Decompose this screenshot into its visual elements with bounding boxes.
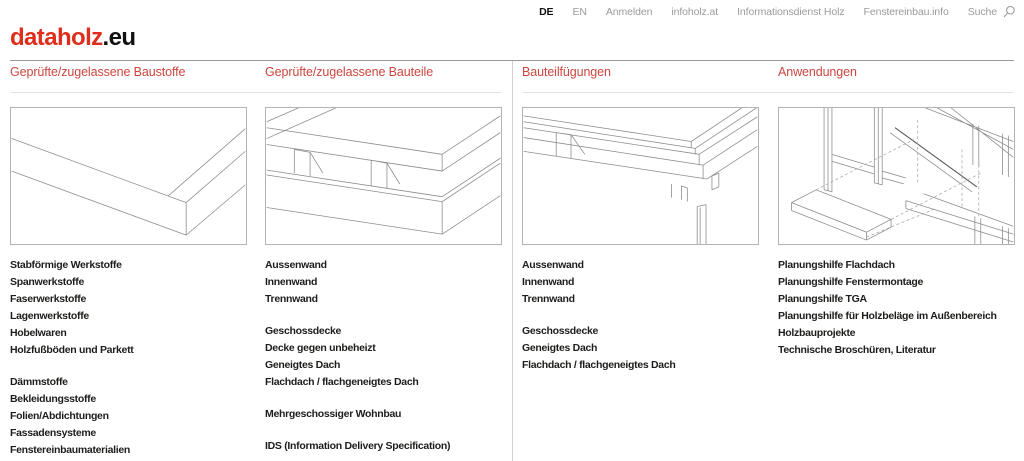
- list-item: [10, 407, 247, 424]
- list-item: [265, 339, 502, 356]
- vertical-divider: [512, 61, 513, 461]
- list-item: [778, 273, 1015, 290]
- column-link[interactable]: Planungshilfe TGA: [778, 293, 867, 305]
- list-item: [522, 322, 759, 339]
- list-item: [522, 356, 759, 373]
- list-item: [265, 290, 502, 307]
- search-icon[interactable]: [1003, 5, 1016, 18]
- nav-search-link[interactable]: [968, 5, 1016, 18]
- nav-fenstereinbau-link[interactable]: Fenstereinbau.info: [863, 5, 949, 18]
- column-link[interactable]: Bekleidungsstoffe: [10, 393, 96, 405]
- column-link[interactable]: Holzbauprojekte: [778, 327, 856, 339]
- baustoffe-drawing-frame[interactable]: [10, 107, 247, 245]
- assembly-isometric-drawing[interactable]: [779, 108, 1014, 244]
- column-link[interactable]: Geschossdecke: [522, 325, 599, 337]
- logo-tld-text: .eu: [102, 24, 136, 51]
- column-link[interactable]: Trennwand: [265, 293, 318, 305]
- junction-isometric-drawing[interactable]: [523, 108, 758, 244]
- column-link[interactable]: Holzfußböden und Parkett: [10, 344, 134, 356]
- list-item: [265, 356, 502, 373]
- column-link[interactable]: Dämmstoffe: [10, 376, 68, 388]
- bauteilfuegungen-drawing-frame[interactable]: [522, 107, 759, 245]
- column-link[interactable]: Innenwand: [522, 276, 575, 288]
- list-item: [10, 324, 247, 341]
- site-logo[interactable]: [10, 26, 135, 50]
- column-link[interactable]: Decke gegen unbeheizt: [265, 342, 376, 354]
- logo-brand-text: dataholz: [10, 24, 103, 51]
- column-link[interactable]: Innenwand: [265, 276, 318, 288]
- column-link[interactable]: Flachdach / flachgeneigtes Dach: [522, 359, 676, 371]
- list-item: [10, 341, 247, 358]
- list-item: [522, 290, 759, 307]
- column-title-anwendungen[interactable]: Anwendungen: [778, 65, 857, 79]
- bauteile-drawing-frame[interactable]: [265, 107, 502, 245]
- list-item: [10, 273, 247, 290]
- list-item: [10, 307, 247, 324]
- column-link[interactable]: Flachdach / flachgeneigtes Dach: [265, 376, 419, 388]
- column-bauteilfuegungen: [522, 65, 759, 373]
- nav-infoholz-link[interactable]: infoholz.at: [671, 5, 719, 18]
- column-link[interactable]: Faserwerkstoffe: [10, 293, 87, 305]
- list-item: [10, 290, 247, 307]
- column-anwendungen: [778, 65, 1015, 358]
- list-item: [522, 256, 759, 273]
- list-item: [10, 441, 247, 458]
- column-link[interactable]: Folien/Abdichtungen: [10, 410, 109, 422]
- column-link[interactable]: Mehrgeschossiger Wohnbau: [265, 408, 402, 420]
- column-link[interactable]: Geneigtes Dach: [522, 342, 598, 354]
- list-item: [778, 290, 1015, 307]
- nav-language-en[interactable]: EN: [572, 5, 587, 18]
- list-item: [778, 324, 1015, 341]
- column-link[interactable]: Fassadensysteme: [10, 427, 96, 439]
- nav-login-link[interactable]: Anmelden: [605, 5, 653, 18]
- list-item: [778, 307, 1015, 324]
- column-link[interactable]: Technische Broschüren, Literatur: [778, 344, 936, 356]
- list-item: [10, 390, 247, 407]
- column-link[interactable]: Aussenwand: [265, 259, 327, 271]
- list-item: [522, 339, 759, 356]
- bauteile-list-group-2: [265, 322, 502, 390]
- anwendungen-list-group-1: [778, 256, 1015, 358]
- list-item: [265, 373, 502, 390]
- bauteilfuegungen-list-group-2: [522, 322, 759, 373]
- column-link[interactable]: Planungshilfe für Holzbeläge im Außenbereich: [778, 310, 997, 322]
- baustoffe-list-group-2: [10, 373, 247, 458]
- column-title-bauteilfuegungen[interactable]: Bauteilfügungen: [522, 65, 611, 79]
- list-item: [522, 273, 759, 290]
- column-link[interactable]: Geneigtes Dach: [265, 359, 341, 371]
- column-link[interactable]: Aussenwand: [522, 259, 584, 271]
- column-link[interactable]: Planungshilfe Fenstermontage: [778, 276, 924, 288]
- column-link[interactable]: Spanwerkstoffe: [10, 276, 84, 288]
- list-item: [265, 322, 502, 339]
- list-item: [265, 437, 502, 454]
- baustoffe-list-group-1: [10, 256, 247, 358]
- list-item: [265, 273, 502, 290]
- bauteilfuegungen-list-group-1: [522, 256, 759, 307]
- floor-assembly-isometric-drawing[interactable]: [266, 108, 501, 244]
- list-item: [10, 373, 247, 390]
- column-link[interactable]: Planungshilfe Flachdach: [778, 259, 895, 271]
- bauteile-list-group-3: [265, 405, 502, 422]
- column-title-bauteile[interactable]: Geprüfte/zugelassene Bauteile: [265, 65, 434, 79]
- board-isometric-drawing[interactable]: [11, 108, 246, 244]
- column-link[interactable]: Geschossdecke: [265, 325, 342, 337]
- column-link[interactable]: Hobelwaren: [10, 327, 67, 339]
- column-link[interactable]: Trennwand: [522, 293, 575, 305]
- list-item: [10, 256, 247, 273]
- nav-informationsdienst-holz-link[interactable]: Informationsdienst Holz: [737, 5, 845, 18]
- anwendungen-drawing-frame[interactable]: [778, 107, 1015, 245]
- list-item: [778, 256, 1015, 273]
- bauteile-list-group-4: [265, 437, 502, 454]
- column-bauteile: [265, 65, 502, 454]
- column-title-baustoffe[interactable]: Geprüfte/zugelassene Baustoffe: [10, 65, 186, 79]
- column-link[interactable]: Fenstereinbaumaterialien: [10, 444, 131, 456]
- top-nav: [539, 5, 1016, 18]
- list-item: [265, 256, 502, 273]
- column-link[interactable]: IDS (Information Delivery Specification): [265, 440, 451, 452]
- nav-search-label: Suche: [967, 5, 997, 18]
- list-item: [265, 405, 502, 422]
- nav-language-de[interactable]: DE: [539, 5, 554, 18]
- bauteile-list-group-1: [265, 256, 502, 307]
- list-item: [10, 424, 247, 441]
- column-baustoffe: [10, 65, 247, 458]
- list-item: [778, 341, 1015, 358]
- column-link[interactable]: Lagenwerkstoffe: [10, 310, 89, 322]
- column-link[interactable]: Stabförmige Werkstoffe: [10, 259, 122, 271]
